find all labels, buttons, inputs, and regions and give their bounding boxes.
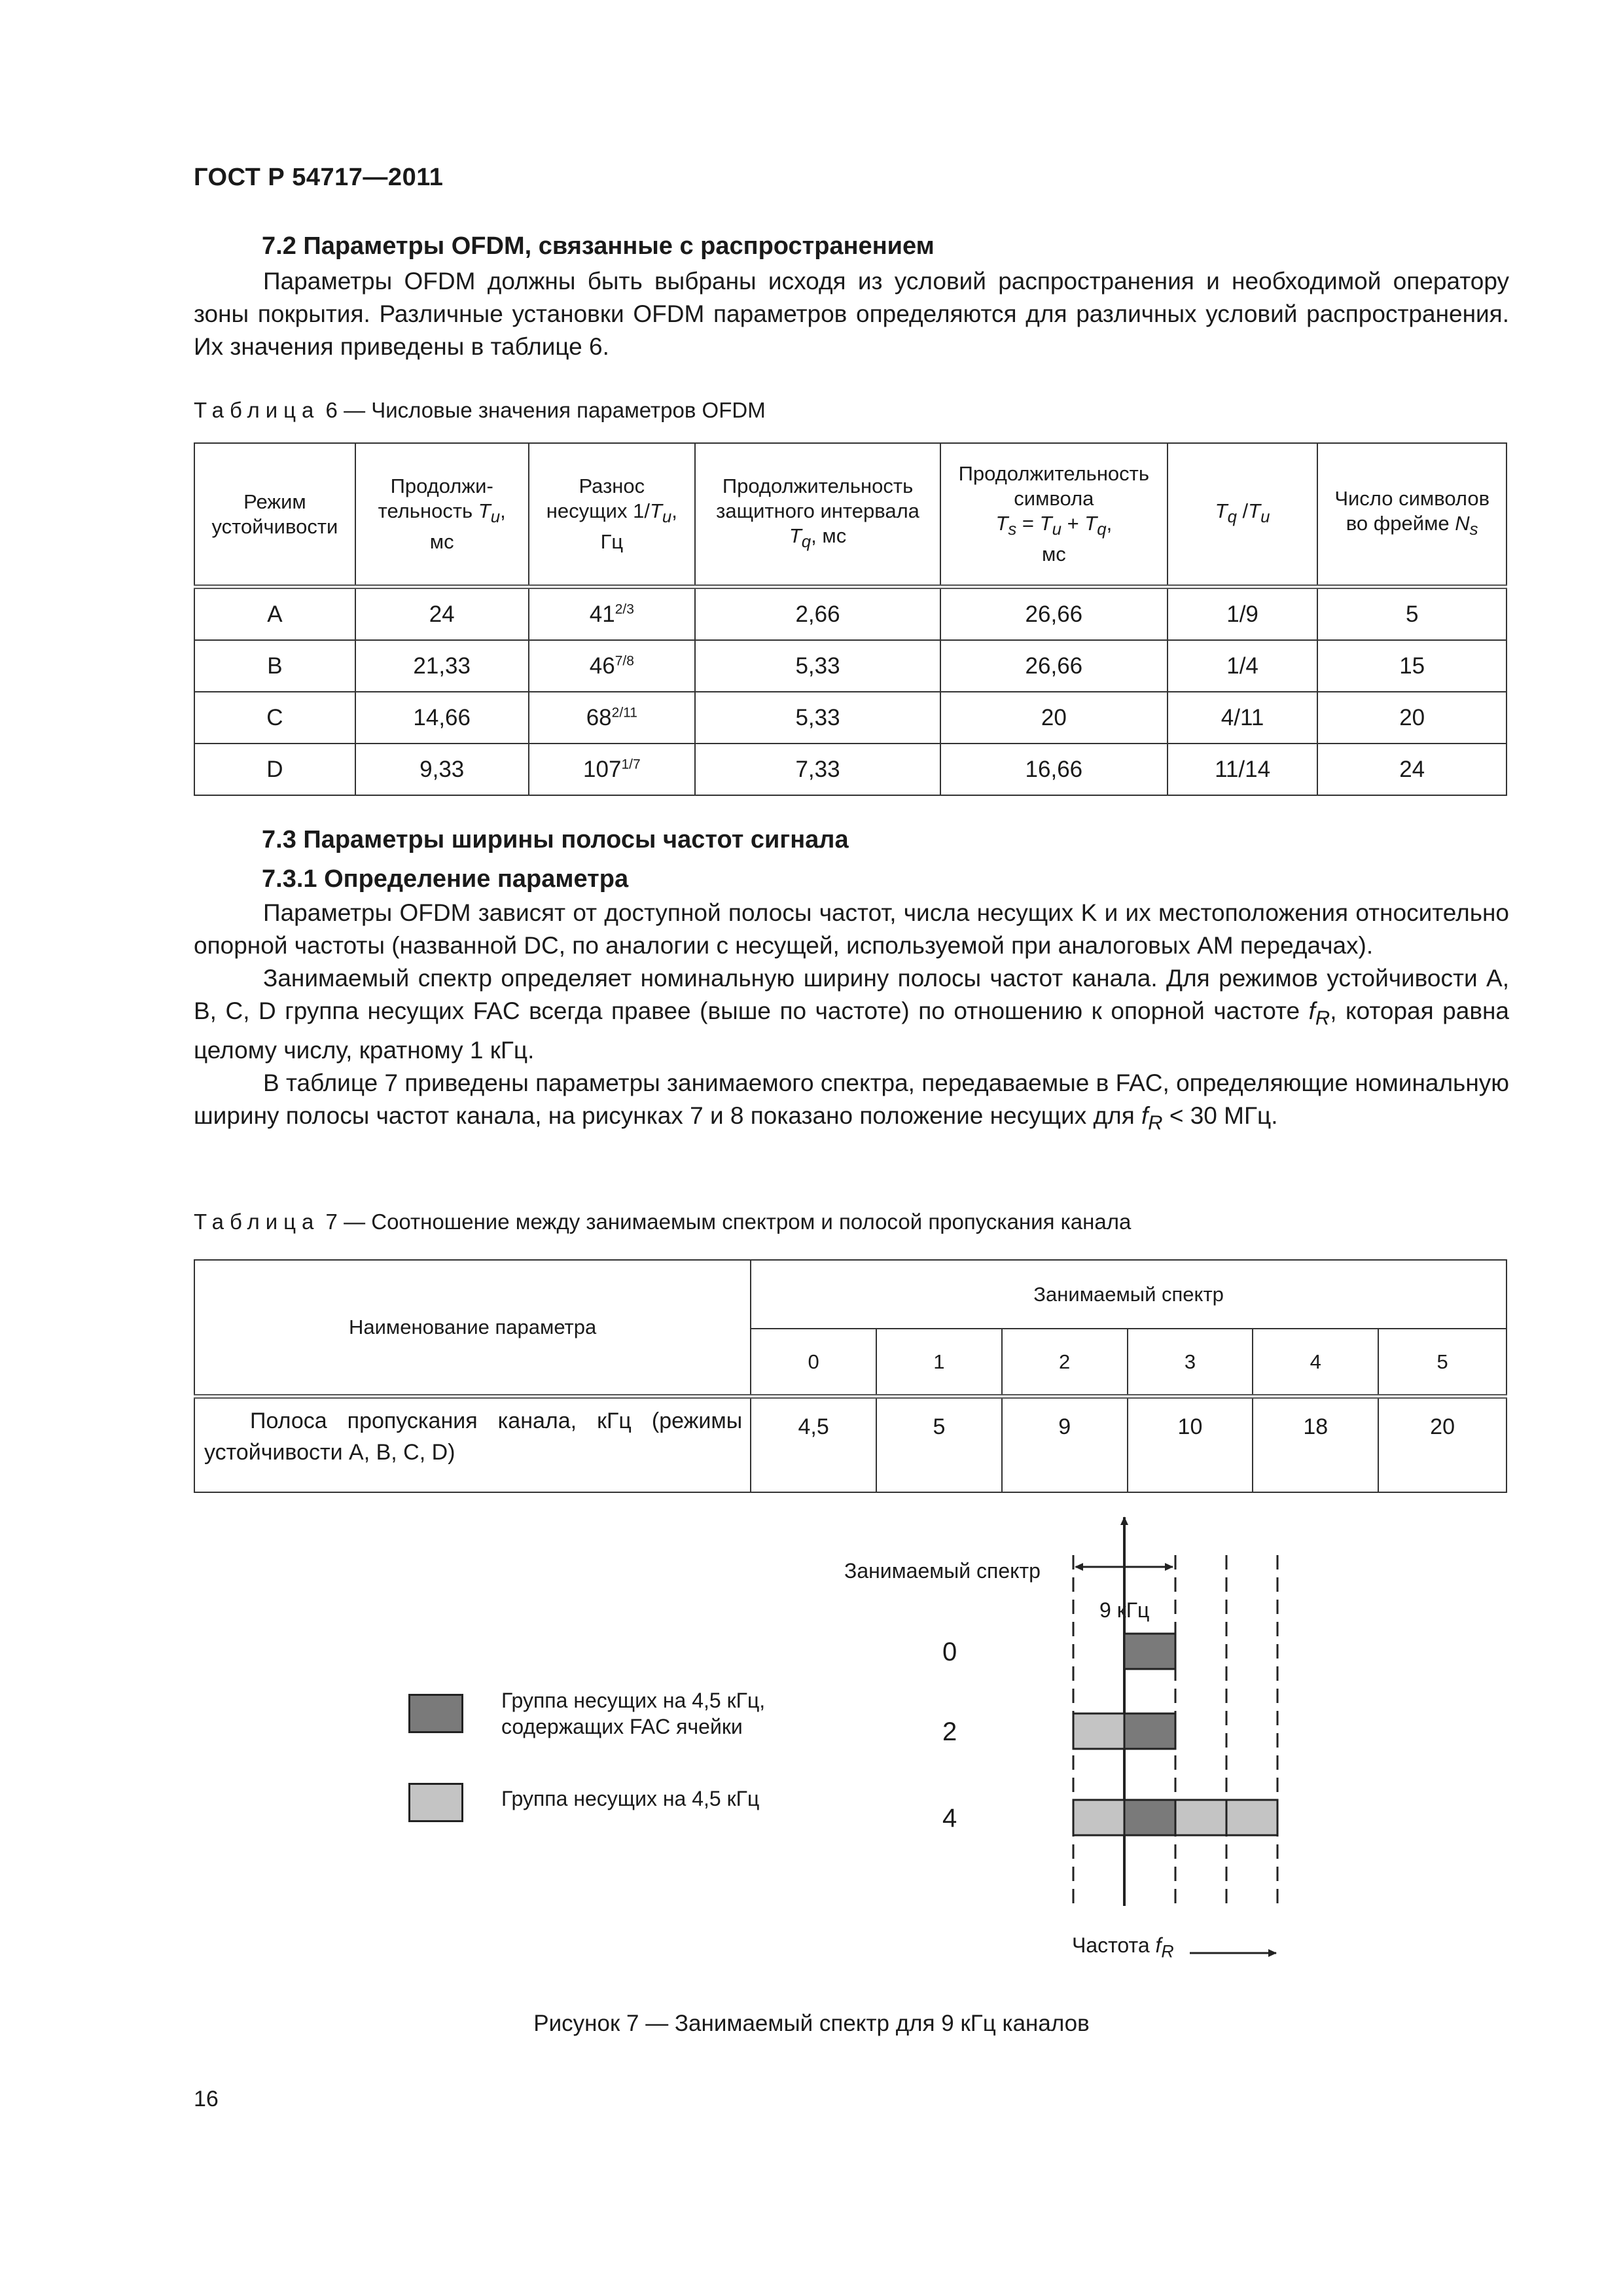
table6-header-mode: Режим устойчивости xyxy=(194,443,355,587)
legend-carrier-label: Группа несущих на 4,5 кГц xyxy=(501,1787,760,1810)
table6-header-ns: Число символов во фрейме $N_s$ xyxy=(1317,443,1507,587)
table7-header-index: 1 xyxy=(876,1329,1002,1396)
paragraph-3-text-b: < 30 МГц. xyxy=(1162,1102,1278,1130)
spectrum-label: Занимаемый спектр xyxy=(844,1559,1041,1583)
spacing-fraction: 2/3 xyxy=(615,601,634,617)
spacing-base: 46 xyxy=(589,653,615,679)
carrier-block xyxy=(1175,1800,1226,1835)
table6-header-tq: Продолжительность защитного интервала $T_q$, мс xyxy=(695,443,940,587)
table7-cell: 18 xyxy=(1253,1397,1378,1493)
table7-caption-prefix: Таблица xyxy=(194,1210,320,1234)
table6-cell-ns: 20 xyxy=(1317,692,1507,744)
width-label: 9 кГц xyxy=(1099,1598,1150,1622)
spacing-base: 41 xyxy=(589,601,615,627)
table6-header-ts: Продолжительность символа $T_s = T_u + T_q$, мс xyxy=(940,443,1168,587)
fac-block xyxy=(1124,1634,1175,1669)
paragraph-3-text-a: В таблице 7 приведены параметры занимаемого спектра, передаваемые в FAC, определяющие номинальную ширину полосы частот канала, на рисунках 7 и 8 показано положение несущих для xyxy=(194,1069,1510,1130)
row-label-4: 4 xyxy=(942,1804,957,1833)
table7-cell: 5 xyxy=(876,1397,1002,1493)
table6-cell-tu: 21,33 xyxy=(355,640,529,692)
fr-symbol: $f_R$ xyxy=(1141,1102,1163,1134)
table7-cell: 20 xyxy=(1378,1397,1507,1493)
table7-header-spectrum: Занимаемый спектр xyxy=(751,1260,1507,1329)
paragraph-2-text-b: , которая равна целому числу, кратному 1 кГц. xyxy=(194,997,1509,1064)
table6-cell-ratio: 4/11 xyxy=(1168,692,1318,744)
legend-fac-line1: Группа несущих на 4,5 кГц, xyxy=(501,1689,766,1712)
table6-cell-tu: 24 xyxy=(355,587,529,641)
fac-block xyxy=(1124,1713,1175,1749)
fr-symbol: $f_R$ xyxy=(1308,997,1330,1030)
table6-cell-ns: 5 xyxy=(1317,587,1507,641)
row-label-0: 0 xyxy=(942,1638,957,1666)
page-number: 16 xyxy=(194,2087,219,2111)
table6-cell-tq: 5,33 xyxy=(695,640,940,692)
section-7-2-heading: 7.2 Параметры OFDM, связанные с распространением xyxy=(262,232,935,260)
section-7-3-1-heading: 7.3.1 Определение параметра xyxy=(262,865,629,893)
table6-cell-ns: 15 xyxy=(1317,640,1507,692)
spacing-fraction: 2/11 xyxy=(611,704,637,720)
carrier-block xyxy=(1073,1800,1124,1835)
table7-header-index: 2 xyxy=(1002,1329,1128,1396)
row-label-2: 2 xyxy=(942,1717,957,1746)
table7-header-index: 4 xyxy=(1253,1329,1378,1396)
carrier-block xyxy=(1073,1713,1124,1749)
table7-cell: 9 xyxy=(1002,1397,1128,1493)
table6-cell-ts: 20 xyxy=(940,692,1168,744)
table6-cell-ts: 26,66 xyxy=(940,587,1168,641)
paragraph-2-text-a: Занимаемый спектр определяет номинальную ширину полосы частот канала. Для режимов устойчивости A, B, C, D группа несущих FAC всегда правее (выше по частоте) по отношению к опорной частоте xyxy=(194,965,1509,1024)
table6-cell-ts: 16,66 xyxy=(940,744,1168,795)
table7-header-index: 0 xyxy=(751,1329,876,1396)
table6-header-tu: Продолжи- тельность $T_u$, мс xyxy=(355,443,529,587)
table6-cell-mode: A xyxy=(194,587,355,641)
figure7-caption: Рисунок 7 — Занимаемый спектр для 9 кГц каналов xyxy=(533,2011,1090,2036)
document-header: ГОСТ Р 54717—2011 xyxy=(194,164,444,191)
frequency-label-text: Частота xyxy=(1072,1933,1150,1957)
table7-header-index: 5 xyxy=(1378,1329,1507,1396)
spacing-fraction: 1/7 xyxy=(621,756,641,772)
table6-header-spacing: Разнос несущих $1/T_u$, Гц xyxy=(529,443,696,587)
table6-cell-ns: 24 xyxy=(1317,744,1507,795)
table6-cell-ratio: 11/14 xyxy=(1168,744,1318,795)
carrier-block xyxy=(1226,1800,1277,1835)
table6-cell-ratio: 1/4 xyxy=(1168,640,1318,692)
section-7-3-heading: 7.3 Параметры ширины полосы частот сигнала xyxy=(262,826,849,853)
legend-fac-line2: содержащих FAC ячейки xyxy=(501,1715,743,1738)
spacing-fraction: 7/8 xyxy=(615,653,634,668)
table6-header-ratio: $T_q$ $/T_u$ xyxy=(1168,443,1318,587)
spacing-base: 107 xyxy=(583,756,622,782)
table7-row-label-text: Полоса пропускания канала, кГц (режимы устойчивости A, B, C, D) xyxy=(204,1408,743,1465)
table7-header-param: Наименование параметра xyxy=(194,1260,751,1397)
table6-cell-ts: 26,66 xyxy=(940,640,1168,692)
table6-cell-mode: C xyxy=(194,692,355,744)
table7-caption-text: 7 — Соотношение между занимаемым спектром и полосой пропускания канала xyxy=(319,1210,1132,1234)
table6-cell-tu: 9,33 xyxy=(355,744,529,795)
table6-cell-tq: 2,66 xyxy=(695,587,940,641)
table7-cell: 10 xyxy=(1128,1397,1253,1493)
table6-cell-mode: B xyxy=(194,640,355,692)
section-7-2-paragraph: Параметры OFDM должны быть выбраны исходя из условий распространения и необходимой оператору зоны покрытия. Различные установки OFDM параметров определяются для различных условий распространения. Их значения приведены в таблице 6. xyxy=(194,268,1509,360)
fac-block xyxy=(1124,1800,1175,1835)
section-7-3-paragraph-1: Параметры OFDM зависят от доступной полосы частот, числа несущих K и их местоположения относительно опорной частоты (названной DC, по аналогии с несущей, используемой при аналоговых АМ передачах). xyxy=(194,899,1509,959)
spacing-base: 68 xyxy=(586,704,612,730)
table6-caption-text: 6 — Числовые значения параметров OFDM xyxy=(319,398,766,422)
table6-cell-tu: 14,66 xyxy=(355,692,529,744)
table6-cell-mode: D xyxy=(194,744,355,795)
table6-caption-prefix: Таблица xyxy=(194,398,320,422)
fr-symbol: $f_R$ xyxy=(1155,1933,1174,1962)
table7-cell: 4,5 xyxy=(751,1397,876,1493)
table6-cell-ratio: 1/9 xyxy=(1168,587,1318,641)
table6-cell-tq: 5,33 xyxy=(695,692,940,744)
table6-cell-tq: 7,33 xyxy=(695,744,940,795)
table7-header-index: 3 xyxy=(1128,1329,1253,1396)
